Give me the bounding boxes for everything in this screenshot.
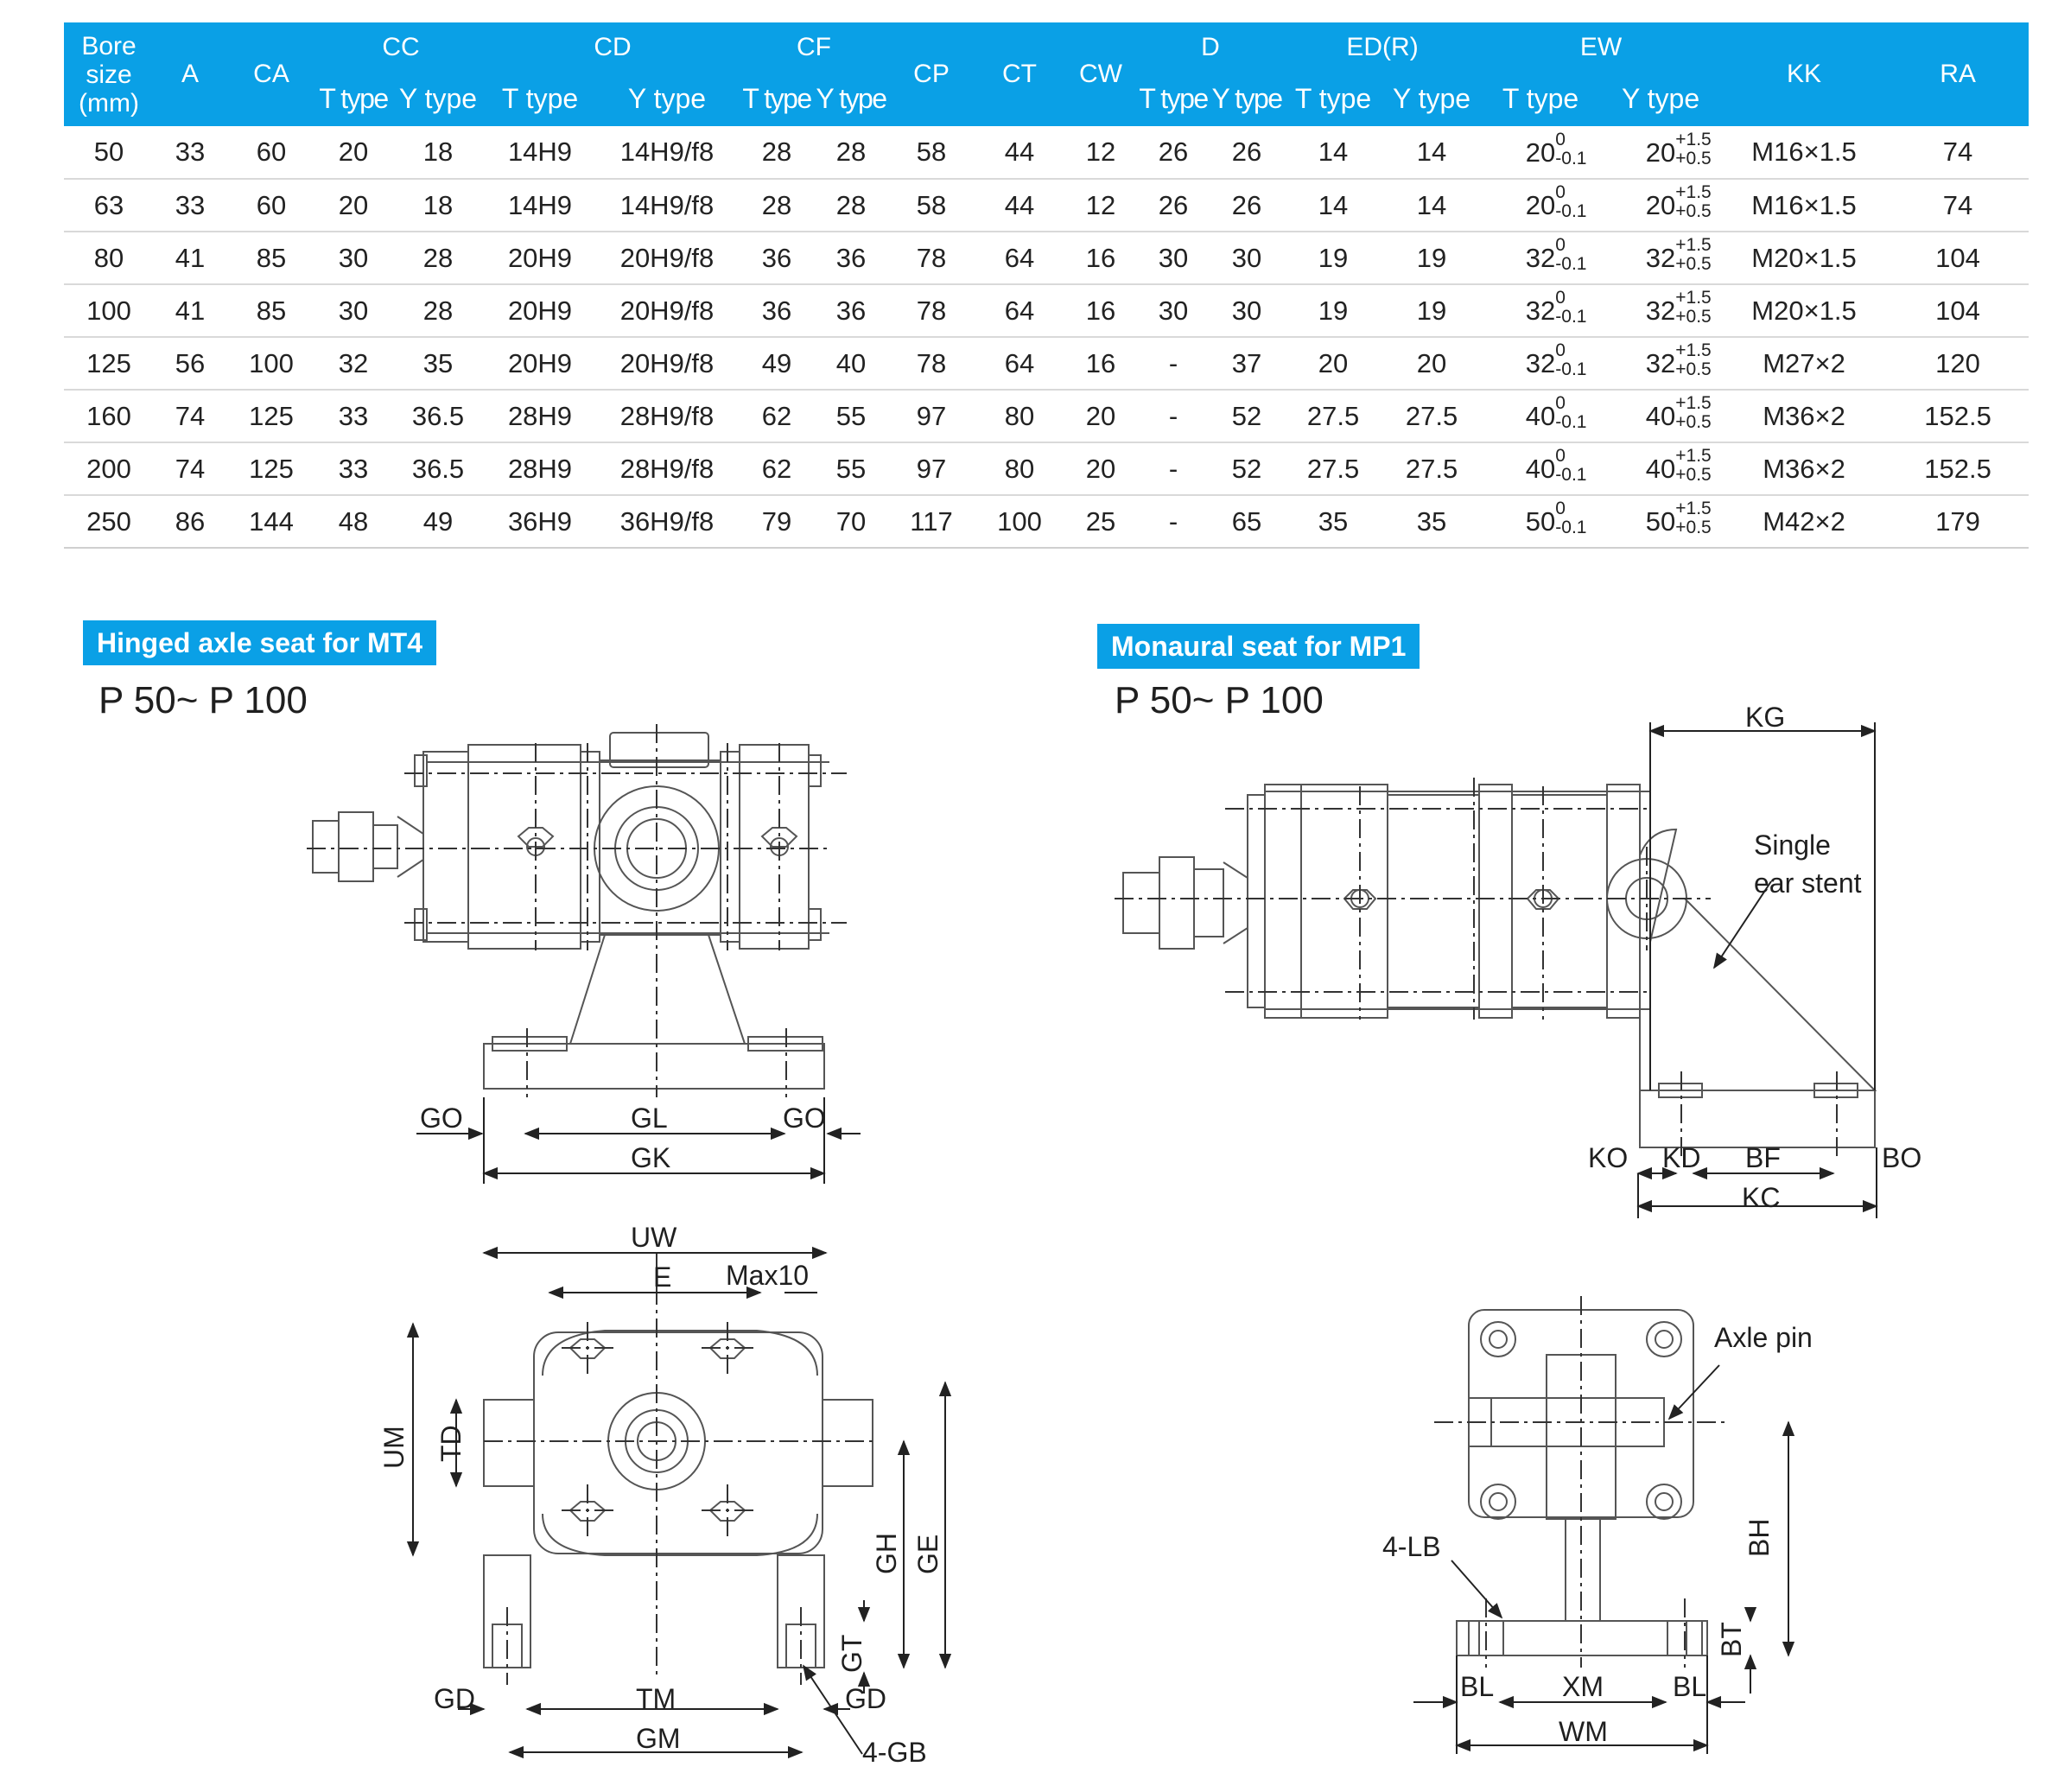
label-bl-left: BL bbox=[1460, 1671, 1495, 1702]
label-bo: BO bbox=[1882, 1142, 1922, 1173]
cell-kk: M42×2 bbox=[1721, 495, 1887, 548]
label-go-right: GO bbox=[783, 1103, 826, 1134]
cell-bore: 100 bbox=[64, 284, 154, 337]
label-um: UM bbox=[378, 1426, 410, 1469]
header-ew: EW bbox=[1481, 22, 1721, 73]
header-d-y: Y type bbox=[1210, 73, 1284, 126]
tolerance-upper: +1.5 bbox=[1675, 288, 1712, 308]
cell-a: 74 bbox=[154, 442, 226, 495]
cell-cp: 58 bbox=[888, 126, 975, 179]
tolerance-upper: +1.5 bbox=[1675, 182, 1712, 203]
cell-cd-t: 14H9 bbox=[486, 179, 594, 232]
label-gl: GL bbox=[631, 1103, 668, 1134]
cell-cc-y: 49 bbox=[391, 495, 486, 548]
cell-ca: 85 bbox=[226, 232, 316, 284]
label-uw: UW bbox=[631, 1222, 677, 1253]
label-ear-stent: ear stent bbox=[1754, 867, 1862, 899]
tolerance-lower: -0.1 bbox=[1555, 254, 1587, 275]
cell-cd-y: 20H9/f8 bbox=[594, 337, 740, 390]
cell-cd-y: 14H9/f8 bbox=[594, 179, 740, 232]
cell-cp: 78 bbox=[888, 284, 975, 337]
label-bl-right: BL bbox=[1673, 1671, 1707, 1702]
tolerance-upper: 0 bbox=[1555, 446, 1566, 467]
mt4-bore-range: P 50~ P 100 bbox=[98, 679, 308, 721]
header-a: A bbox=[154, 22, 226, 126]
cell-kk: M27×2 bbox=[1721, 337, 1887, 390]
cell-ed-t: 27.5 bbox=[1284, 390, 1382, 442]
header-cc: CC bbox=[316, 22, 486, 73]
header-cf: CF bbox=[740, 22, 888, 73]
tolerance-upper: +1.5 bbox=[1675, 393, 1712, 414]
header-cw: CW bbox=[1064, 22, 1137, 126]
cell-bore: 250 bbox=[64, 495, 154, 548]
cell-ed-y: 19 bbox=[1382, 284, 1481, 337]
header-kk: KK bbox=[1721, 22, 1887, 126]
cell-ed-t: 14 bbox=[1284, 179, 1382, 232]
cell-bore: 63 bbox=[64, 179, 154, 232]
label-kc: KC bbox=[1742, 1182, 1781, 1213]
cell-d-y: 30 bbox=[1210, 232, 1284, 284]
cell-cp: 97 bbox=[888, 442, 975, 495]
tolerance-base: 20 bbox=[1525, 190, 1556, 221]
cell-cw: 16 bbox=[1064, 337, 1137, 390]
cell-cp: 78 bbox=[888, 232, 975, 284]
cell-cp: 78 bbox=[888, 337, 975, 390]
tolerance-base: 32 bbox=[1645, 295, 1676, 327]
cell-a: 33 bbox=[154, 126, 226, 179]
cell-ed-y: 35 bbox=[1382, 495, 1481, 548]
cell-kk: M16×1.5 bbox=[1721, 126, 1887, 179]
tolerance-upper: 0 bbox=[1555, 182, 1566, 203]
cell-d-t: 26 bbox=[1137, 126, 1210, 179]
cell-ra: 104 bbox=[1887, 232, 2029, 284]
label-xm: XM bbox=[1562, 1671, 1604, 1702]
mp1-section-title: Monaural seat for MP1 bbox=[1097, 624, 1420, 669]
header-cd-y: Y type bbox=[594, 73, 740, 126]
cell-ed-y: 19 bbox=[1382, 232, 1481, 284]
header-cd: CD bbox=[486, 22, 740, 73]
header-d: D bbox=[1137, 22, 1284, 73]
cell-cd-y: 36H9/f8 bbox=[594, 495, 740, 548]
cell-cf-t: 28 bbox=[740, 179, 814, 232]
cell-a: 41 bbox=[154, 284, 226, 337]
label-gh: GH bbox=[871, 1533, 902, 1574]
cell-kk: M36×2 bbox=[1721, 442, 1887, 495]
header-cp: CP bbox=[888, 22, 975, 126]
cell-ra: 104 bbox=[1887, 284, 2029, 337]
cell-cc-t: 32 bbox=[316, 337, 391, 390]
header-bore-size: Bore size (mm) bbox=[64, 22, 154, 126]
tolerance-lower: -0.1 bbox=[1555, 465, 1587, 486]
mp1-bore-range: P 50~ P 100 bbox=[1115, 679, 1324, 721]
tolerance-lower: -0.1 bbox=[1555, 412, 1587, 433]
cell-cf-y: 28 bbox=[814, 126, 888, 179]
cell-ca: 125 bbox=[226, 442, 316, 495]
cell-cc-t: 30 bbox=[316, 284, 391, 337]
tolerance-base: 40 bbox=[1645, 401, 1676, 432]
cell-ra: 179 bbox=[1887, 495, 2029, 548]
cell-ct: 64 bbox=[975, 284, 1064, 337]
cell-ed-y: 20 bbox=[1382, 337, 1481, 390]
tolerance-upper: +1.5 bbox=[1675, 499, 1712, 519]
cell-d-y: 52 bbox=[1210, 442, 1284, 495]
cell-ca: 100 bbox=[226, 337, 316, 390]
tolerance-base: 40 bbox=[1525, 454, 1556, 485]
cell-d-y: 52 bbox=[1210, 390, 1284, 442]
label-kd: KD bbox=[1662, 1142, 1701, 1173]
cell-ct: 44 bbox=[975, 179, 1064, 232]
tolerance-base: 40 bbox=[1525, 401, 1556, 432]
tolerance-upper: 0 bbox=[1555, 499, 1566, 519]
cell-cd-t: 14H9 bbox=[486, 126, 594, 179]
cell-cc-y: 18 bbox=[391, 126, 486, 179]
cell-cd-y: 28H9/f8 bbox=[594, 442, 740, 495]
header-cc-y: Y type bbox=[391, 73, 486, 126]
label-single: Single bbox=[1754, 829, 1831, 861]
label-ge: GE bbox=[912, 1534, 943, 1574]
cell-cc-t: 48 bbox=[316, 495, 391, 548]
tolerance-upper: +1.5 bbox=[1675, 129, 1712, 149]
cell-cf-y: 28 bbox=[814, 179, 888, 232]
cell-ed-t: 27.5 bbox=[1284, 442, 1382, 495]
cell-cf-t: 36 bbox=[740, 284, 814, 337]
cell-cd-t: 36H9 bbox=[486, 495, 594, 548]
label-bh: BH bbox=[1744, 1518, 1775, 1557]
cell-cw: 20 bbox=[1064, 390, 1137, 442]
cell-cc-t: 33 bbox=[316, 442, 391, 495]
cell-d-y: 37 bbox=[1210, 337, 1284, 390]
cell-d-y: 26 bbox=[1210, 126, 1284, 179]
cell-ed-t: 14 bbox=[1284, 126, 1382, 179]
cell-cc-t: 20 bbox=[316, 179, 391, 232]
cell-ca: 60 bbox=[226, 126, 316, 179]
tolerance-base: 32 bbox=[1645, 243, 1676, 274]
cell-ct: 80 bbox=[975, 390, 1064, 442]
cell-cc-y: 35 bbox=[391, 337, 486, 390]
header-cf-y: Y type bbox=[814, 73, 888, 126]
cell-cc-y: 36.5 bbox=[391, 442, 486, 495]
header-ra: RA bbox=[1887, 22, 2029, 126]
tolerance-lower: +0.5 bbox=[1675, 359, 1712, 380]
label-4-gb: 4-GB bbox=[862, 1737, 927, 1768]
tolerance-lower: +0.5 bbox=[1675, 148, 1712, 168]
header-ct: CT bbox=[975, 22, 1064, 126]
cell-cw: 16 bbox=[1064, 284, 1137, 337]
cell-cd-y: 14H9/f8 bbox=[594, 126, 740, 179]
cell-bore: 80 bbox=[64, 232, 154, 284]
label-kg: KG bbox=[1745, 702, 1786, 733]
cell-cf-t: 49 bbox=[740, 337, 814, 390]
cell-cc-t: 30 bbox=[316, 232, 391, 284]
cell-cf-y: 36 bbox=[814, 284, 888, 337]
tolerance-lower: -0.1 bbox=[1555, 201, 1587, 222]
tolerance-base: 50 bbox=[1645, 506, 1676, 537]
tolerance-base: 50 bbox=[1525, 506, 1556, 537]
cell-cp: 58 bbox=[888, 179, 975, 232]
cell-bore: 160 bbox=[64, 390, 154, 442]
cell-cc-t: 33 bbox=[316, 390, 391, 442]
tolerance-upper: +1.5 bbox=[1675, 340, 1712, 361]
cell-ed-y: 14 bbox=[1382, 126, 1481, 179]
tolerance-base: 32 bbox=[1525, 243, 1556, 274]
cell-ed-y: 27.5 bbox=[1382, 442, 1481, 495]
tolerance-upper: 0 bbox=[1555, 340, 1566, 361]
cell-cp: 97 bbox=[888, 390, 975, 442]
cell-cw: 25 bbox=[1064, 495, 1137, 548]
cell-ca: 144 bbox=[226, 495, 316, 548]
cell-ed-t: 19 bbox=[1284, 284, 1382, 337]
cell-cc-y: 18 bbox=[391, 179, 486, 232]
tolerance-base: 20 bbox=[1645, 190, 1676, 221]
header-ed-t: T type bbox=[1284, 73, 1382, 126]
cell-cd-t: 28H9 bbox=[486, 442, 594, 495]
tolerance-base: 32 bbox=[1525, 295, 1556, 327]
cell-cd-t: 20H9 bbox=[486, 337, 594, 390]
cell-ra: 152.5 bbox=[1887, 442, 2029, 495]
cell-cp: 117 bbox=[888, 495, 975, 548]
cell-cd-y: 20H9/f8 bbox=[594, 232, 740, 284]
label-gd-left: GD bbox=[434, 1683, 475, 1714]
header-ew-y: Y type bbox=[1600, 73, 1721, 126]
cell-ed-t: 35 bbox=[1284, 495, 1382, 548]
mt4-section-title: Hinged axle seat for MT4 bbox=[83, 620, 436, 665]
header-d-t: T type bbox=[1137, 73, 1210, 126]
cell-cw: 12 bbox=[1064, 179, 1137, 232]
header-cd-t: T type bbox=[486, 73, 594, 126]
cell-cf-t: 79 bbox=[740, 495, 814, 548]
mt4-side-view bbox=[313, 733, 829, 1089]
cell-ct: 64 bbox=[975, 337, 1064, 390]
label-td: TD bbox=[435, 1425, 467, 1462]
cell-cc-y: 36.5 bbox=[391, 390, 486, 442]
tolerance-lower: -0.1 bbox=[1555, 148, 1587, 168]
header-cf-t: T type bbox=[740, 73, 814, 126]
cell-ct: 44 bbox=[975, 126, 1064, 179]
cell-cw: 16 bbox=[1064, 232, 1137, 284]
cell-ca: 85 bbox=[226, 284, 316, 337]
tolerance-lower: +0.5 bbox=[1675, 518, 1712, 538]
tolerance-lower: +0.5 bbox=[1675, 201, 1712, 222]
cell-ra: 152.5 bbox=[1887, 390, 2029, 442]
cell-ra: 120 bbox=[1887, 337, 2029, 390]
label-gk: GK bbox=[631, 1142, 671, 1173]
cell-d-t: - bbox=[1137, 495, 1210, 548]
cell-bore: 125 bbox=[64, 337, 154, 390]
cell-cf-y: 55 bbox=[814, 390, 888, 442]
tolerance-lower: +0.5 bbox=[1675, 254, 1712, 275]
cell-cf-y: 70 bbox=[814, 495, 888, 548]
cell-kk: M20×1.5 bbox=[1721, 284, 1887, 337]
cell-ed-y: 27.5 bbox=[1382, 390, 1481, 442]
cell-ct: 64 bbox=[975, 232, 1064, 284]
cell-ct: 80 bbox=[975, 442, 1064, 495]
cell-ed-y: 14 bbox=[1382, 179, 1481, 232]
cell-d-t: - bbox=[1137, 390, 1210, 442]
label-gt: GT bbox=[836, 1634, 867, 1673]
cell-cd-t: 20H9 bbox=[486, 284, 594, 337]
tolerance-lower: -0.1 bbox=[1555, 359, 1587, 380]
cell-cf-y: 36 bbox=[814, 232, 888, 284]
cell-cd-t: 20H9 bbox=[486, 232, 594, 284]
cell-cc-y: 28 bbox=[391, 284, 486, 337]
cell-ct: 100 bbox=[975, 495, 1064, 548]
tolerance-base: 32 bbox=[1645, 348, 1676, 379]
cell-cf-y: 55 bbox=[814, 442, 888, 495]
tolerance-base: 20 bbox=[1525, 137, 1556, 168]
header-ed-y: Y type bbox=[1382, 73, 1481, 126]
label-bt: BT bbox=[1716, 1622, 1747, 1657]
label-e: E bbox=[653, 1261, 672, 1293]
cell-cf-t: 62 bbox=[740, 390, 814, 442]
tolerance-lower: +0.5 bbox=[1675, 412, 1712, 433]
cell-cf-t: 62 bbox=[740, 442, 814, 495]
cell-bore: 200 bbox=[64, 442, 154, 495]
cell-d-y: 65 bbox=[1210, 495, 1284, 548]
cell-kk: M20×1.5 bbox=[1721, 232, 1887, 284]
label-axle-pin: Axle pin bbox=[1714, 1322, 1813, 1353]
tolerance-base: 40 bbox=[1645, 454, 1676, 485]
tolerance-upper: 0 bbox=[1555, 288, 1566, 308]
label-gd-right: GD bbox=[845, 1683, 886, 1714]
mt4-end-view bbox=[484, 1331, 873, 1668]
tolerance-upper: 0 bbox=[1555, 129, 1566, 149]
tolerance-upper: 0 bbox=[1555, 393, 1566, 414]
label-tm: TM bbox=[636, 1683, 676, 1714]
cell-d-y: 30 bbox=[1210, 284, 1284, 337]
cell-cf-y: 40 bbox=[814, 337, 888, 390]
cell-a: 33 bbox=[154, 179, 226, 232]
cell-d-t: - bbox=[1137, 442, 1210, 495]
header-cc-t: T type bbox=[316, 73, 391, 126]
cell-a: 56 bbox=[154, 337, 226, 390]
cell-kk: M16×1.5 bbox=[1721, 179, 1887, 232]
cell-cd-y: 20H9/f8 bbox=[594, 284, 740, 337]
label-go-left: GO bbox=[420, 1103, 463, 1134]
cell-cw: 20 bbox=[1064, 442, 1137, 495]
cell-cd-y: 28H9/f8 bbox=[594, 390, 740, 442]
cell-ed-t: 20 bbox=[1284, 337, 1382, 390]
label-4-lb: 4-LB bbox=[1382, 1531, 1441, 1562]
tolerance-lower: +0.5 bbox=[1675, 465, 1712, 486]
tolerance-base: 20 bbox=[1645, 137, 1676, 168]
label-max10: Max10 bbox=[726, 1260, 810, 1291]
cell-ed-t: 19 bbox=[1284, 232, 1382, 284]
cell-cc-t: 20 bbox=[316, 126, 391, 179]
label-wm: WM bbox=[1559, 1716, 1608, 1747]
cell-a: 86 bbox=[154, 495, 226, 548]
cell-kk: M36×2 bbox=[1721, 390, 1887, 442]
cell-cc-y: 28 bbox=[391, 232, 486, 284]
tolerance-lower: +0.5 bbox=[1675, 307, 1712, 327]
tolerance-upper: +1.5 bbox=[1675, 446, 1712, 467]
cell-cw: 12 bbox=[1064, 126, 1137, 179]
cell-cd-t: 28H9 bbox=[486, 390, 594, 442]
cell-ca: 125 bbox=[226, 390, 316, 442]
cell-ra: 74 bbox=[1887, 179, 2029, 232]
cell-cf-t: 36 bbox=[740, 232, 814, 284]
cell-d-t: 26 bbox=[1137, 179, 1210, 232]
header-ew-t: T type bbox=[1481, 73, 1600, 126]
label-gm: GM bbox=[636, 1723, 681, 1754]
cell-d-t: 30 bbox=[1137, 232, 1210, 284]
cell-a: 74 bbox=[154, 390, 226, 442]
cell-d-y: 26 bbox=[1210, 179, 1284, 232]
cell-cf-t: 28 bbox=[740, 126, 814, 179]
cell-ca: 60 bbox=[226, 179, 316, 232]
tolerance-base: 32 bbox=[1525, 348, 1556, 379]
tolerance-upper: +1.5 bbox=[1675, 235, 1712, 256]
cell-d-t: 30 bbox=[1137, 284, 1210, 337]
tolerance-upper: 0 bbox=[1555, 235, 1566, 256]
cell-a: 41 bbox=[154, 232, 226, 284]
tolerance-lower: -0.1 bbox=[1555, 518, 1587, 538]
cell-ra: 74 bbox=[1887, 126, 2029, 179]
tolerance-lower: -0.1 bbox=[1555, 307, 1587, 327]
label-ko: KO bbox=[1588, 1142, 1629, 1173]
label-bf: BF bbox=[1745, 1142, 1781, 1173]
cell-d-t: - bbox=[1137, 337, 1210, 390]
header-ca: CA bbox=[226, 22, 316, 126]
cell-bore: 50 bbox=[64, 126, 154, 179]
header-ed: ED(R) bbox=[1284, 22, 1481, 73]
